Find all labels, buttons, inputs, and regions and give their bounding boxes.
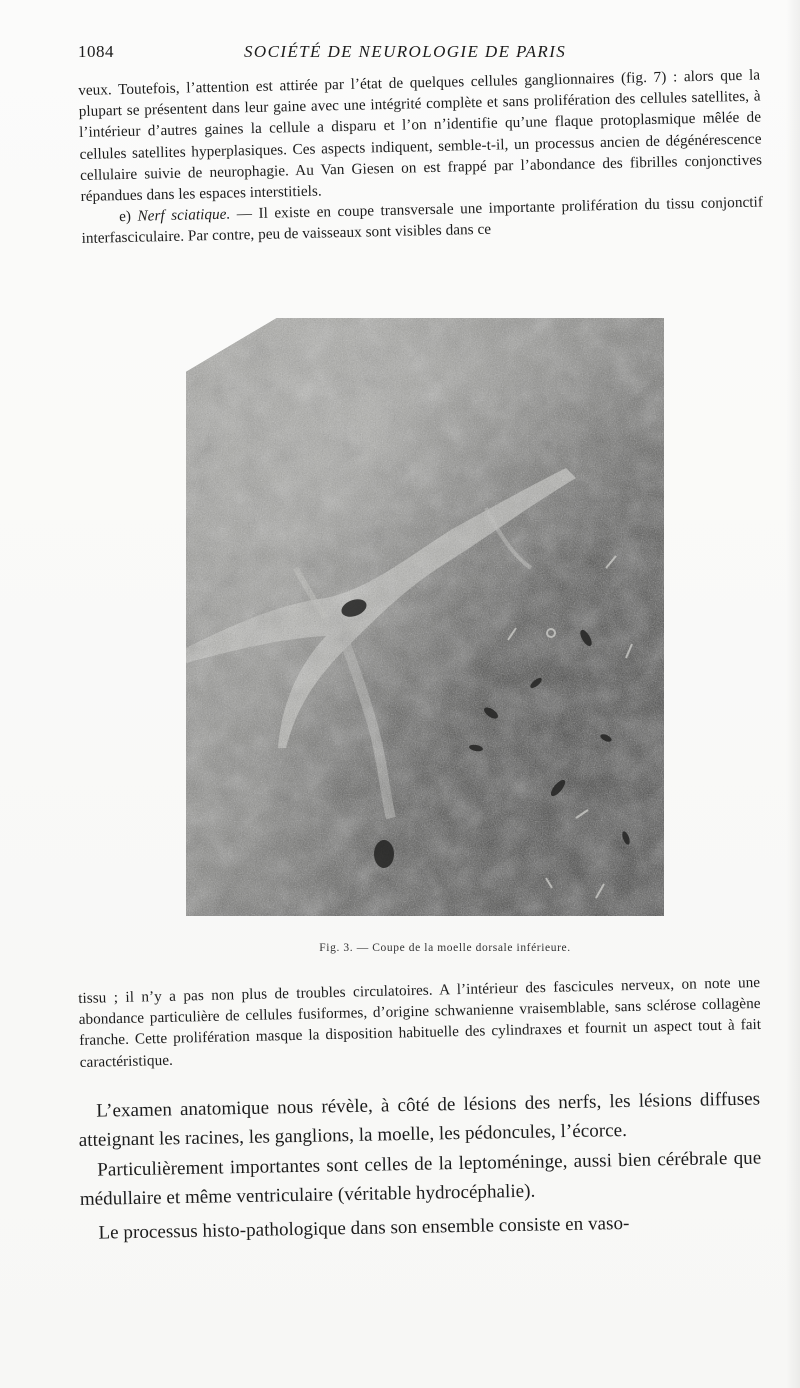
nerve-paragraph-title: Nerf sciatique. xyxy=(137,205,231,225)
top-text-block xyxy=(78,65,764,250)
top-paragraph: veux. Toutefois, l’attention est attirée par l’état de quelques cellules ganglionnaires (fig. 7) : alors que la plupart se présentent dans leur gaine avec une intégrité complète et sans prolifération des cellules satellites, à l’intérieur d’autres gaines la cellule a disparu et l’on n’identifie qu’une flaque protoplasmique mêlée de cellules satellites hyperplasiques. Ces aspects indiquent, semble-t-il, un processus ancien de dégénérescence cellulaire suivie de neurophagie. Au Van Giesen on est frappé par l’abondance des fibrilles conjonctives répandues dans les espaces interstitiels. xyxy=(78,66,763,205)
spinal-cord-section-image xyxy=(186,318,664,916)
figure-caption: Fig. 3. — Coupe de la moelle dorsale inférieure. xyxy=(319,942,571,954)
summary-paragraph-2: Particulièrement importantes sont celles de la leptoméninge, aussi bien cérébrale que médullaire et même ventriculaire (véritable hydrocéphalie). xyxy=(79,1147,762,1210)
histology-figure xyxy=(186,318,664,916)
summary-paragraph-3: Le processus histo-pathologique dans son ensemble consiste en vaso- xyxy=(98,1212,630,1244)
nerve-paragraph-text: Il existe en coupe transversale une importante prolifération du tissu conjonctif interfasciculaire. Par contre, peu de vaisseaux sont visibles dans ce xyxy=(81,193,764,248)
page-header xyxy=(78,42,768,68)
nerve-paragraph-label: e) xyxy=(118,208,132,226)
summary-text-block xyxy=(78,1086,763,1251)
nerve-paragraph-dash: — xyxy=(236,205,259,223)
continuation-paragraph: tissu ; il n’y a pas non plus de troubles circulatoires. A l’intérieur des fascicules nerveux, on note une abondance particulière de cellules fusiformes, d’origine schwanienne vraisemblable, sans sclérose collagène franche. Cette prolifération masque la disposition habituelle des cylindraxes et fournit un aspect tout à fait caractéristique. xyxy=(78,973,762,1071)
middle-text-block xyxy=(78,972,762,1073)
running-title: SOCIÉTÉ DE NEUROLOGIE DE PARIS xyxy=(244,42,567,61)
summary-paragraph-1: L’examen anatomique nous révèle, à côté de lésions des nerfs, les lésions diffuses atteignant les racines, les ganglions, la moelle, les pédoncules, l’écorce. xyxy=(78,1088,761,1151)
page-number: 1084 xyxy=(78,42,114,61)
